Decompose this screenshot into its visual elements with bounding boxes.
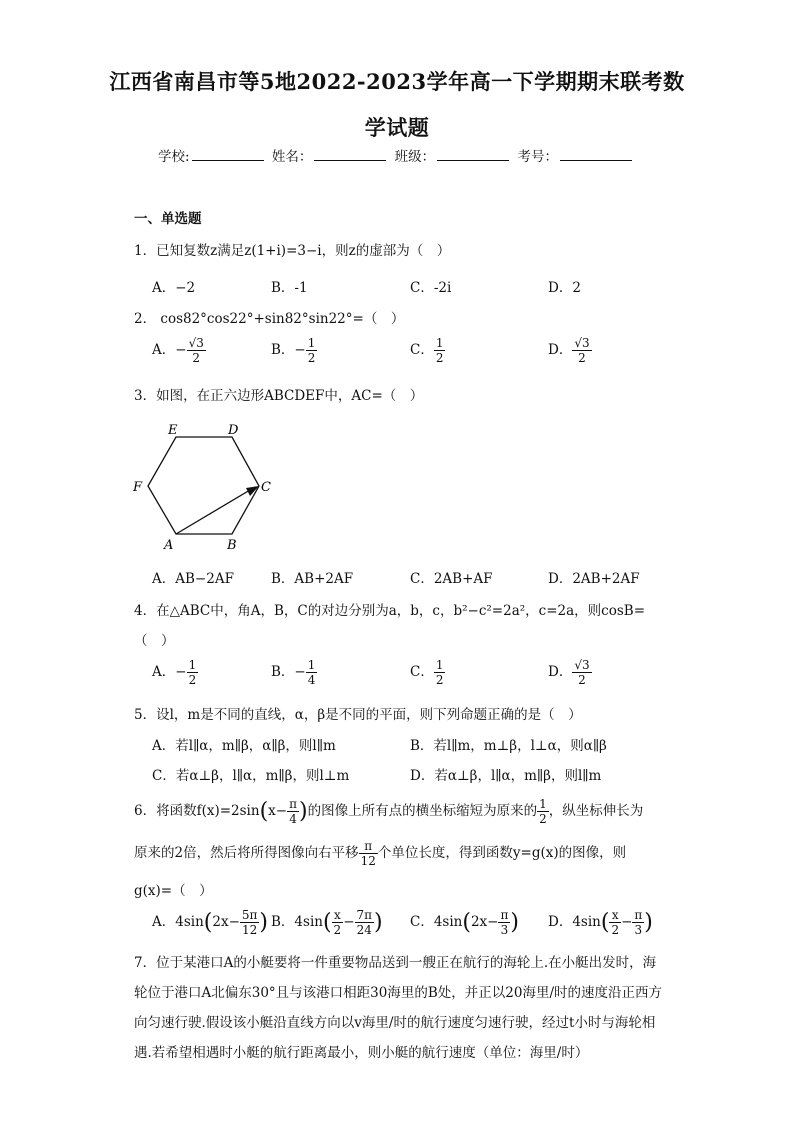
class-blank (437, 148, 509, 161)
question-4-stem: 4．在△ABC中，角A，B，C的对边分别为a，b，c，b²−c²=2a²，c=2a，则cosB= (134, 603, 646, 619)
vertex-label-e: E (168, 423, 178, 438)
question-6-line3: g(x)=（ ） (134, 883, 213, 899)
question-4-option-c: C． $\frac{1}{2}$ (410, 658, 444, 687)
question-4-option-a: A．− $\frac{1}{2}$ (152, 658, 197, 687)
question-6-option-a: A．4sin(2x− $\frac{5\pi}{12}$ ) (152, 908, 269, 937)
question-6-option-b: B．4sin( $\frac{x}{2}$ − $\frac{7\pi}{24}$ ) (271, 908, 383, 937)
class-label: 班级： (394, 149, 436, 165)
question-6-option-d: D．4sin( $\frac{x}{2}$ − $\frac{\pi}{3}$ ) (548, 908, 653, 937)
vector-ac-line (176, 487, 255, 534)
question-2-option-a: A．− $\frac{√3}{2}$ (152, 336, 204, 365)
name-label: 姓名： (271, 149, 313, 165)
school-blank (192, 148, 264, 161)
question-1-option-d: D．2 (548, 280, 581, 296)
question-2-option-c: C． $\frac{1}{2}$ (410, 336, 444, 365)
question-7-text: 7．位于某港口A的小艇要将一件重要物品送到一艘正在航行的海轮上.在小艇出发时，海轮位于港口A北偏东30°且与该港口相距30海里的B处，并正以20海里/时的速度沿正西方向匀速行驶.假设该小艇沿直线方向以v海里/时的航行速度匀速行驶，经过t小时与海轮相遇.若希望相遇时小艇的航行距离最小，则小艇的航行速度（单位：海里/时） (134, 955, 663, 1061)
question-5-option-b: B．若l∥m，m⊥β，l⊥α，则α∥β (410, 738, 607, 754)
school-label: 学校: (158, 149, 190, 165)
question-6-option-c: C．4sin(2x− $\frac{\pi}{3}$ ) (410, 908, 519, 937)
question-4-option-d: D． $\frac{√3}{2}$ (548, 658, 590, 687)
question-5-option-c: C．若α⊥β，l∥α，m∥β，则l⊥m (152, 768, 350, 784)
question-6-line1: 6．将函数f(x)=2sin(x− $\frac{\pi}{4}$ )的图像上所有点的横坐标缩短为原来的 $\frac{1}{2}$ ，纵坐标伸长为 (134, 797, 644, 826)
hexagon-figure (130, 420, 280, 555)
question-5-option-d: D．若α⊥β，l∥α，m∥β，则l∥m (410, 768, 602, 784)
question-1-option-b: B．-1 (271, 280, 308, 296)
vertex-label-b: B (227, 538, 237, 553)
name-blank (314, 148, 386, 161)
vertex-label-a: A (164, 538, 174, 553)
student-info-row (0, 145, 794, 165)
question-4-option-b: B．− $\frac{1}{4}$ (271, 658, 316, 687)
question-1-option-a: A．−2 (152, 280, 196, 296)
exam-number-label: 考号： (517, 149, 558, 165)
page-title-line1: 江西省南昌市等5地2022-2023学年高一下学期期末联考数 (109, 69, 685, 94)
question-2-option-d: D． $\frac{√3}{2}$ (548, 336, 590, 365)
section-heading: 一、单选题 (134, 211, 202, 227)
vertex-label-c: C (261, 480, 271, 495)
question-5-stem: 5．设l，m是不同的直线，α，β是不同的平面，则下列命题正确的是（ ） (134, 707, 582, 723)
question-2-stem: 2． cos82°cos22°+sin82°sin22°=（ ） (134, 311, 405, 327)
question-3-option-b: B．AB+2AF (271, 571, 354, 587)
vertex-label-f: F (133, 480, 143, 495)
question-1-stem: 1．已知复数z满足z(1+i)=3−i，则z的虚部为（ ） (134, 243, 451, 259)
vertex-label-d: D (228, 423, 239, 438)
vector-ac-arrowhead (246, 486, 259, 496)
question-3-stem: 3．如图，在正六边形ABCDEF中，AC=（ ） (134, 388, 424, 404)
question-1-option-c: C．-2i (410, 280, 452, 296)
page-title-line2: 学试题 (364, 115, 430, 140)
question-2-option-b: B．− $\frac{1}{2}$ (271, 336, 316, 365)
question-6-line2: 原来的2倍，然后将所得图像向右平移 $\frac{\pi}{12}$ 个单位长度，得到函数y=g(x)的图像，则 (134, 839, 627, 868)
exam-number-blank (560, 148, 632, 161)
hexagon-outline (148, 437, 259, 534)
question-3-option-a: A．AB−2AF (152, 571, 234, 587)
question-4-tail: （ ） (134, 633, 175, 649)
question-3-option-d: D．2AB+2AF (548, 571, 640, 587)
question-3-option-c: C．2AB+AF (410, 571, 493, 587)
question-5-option-a: A．若l∥α，m∥β，α∥β，则l∥m (152, 738, 336, 754)
